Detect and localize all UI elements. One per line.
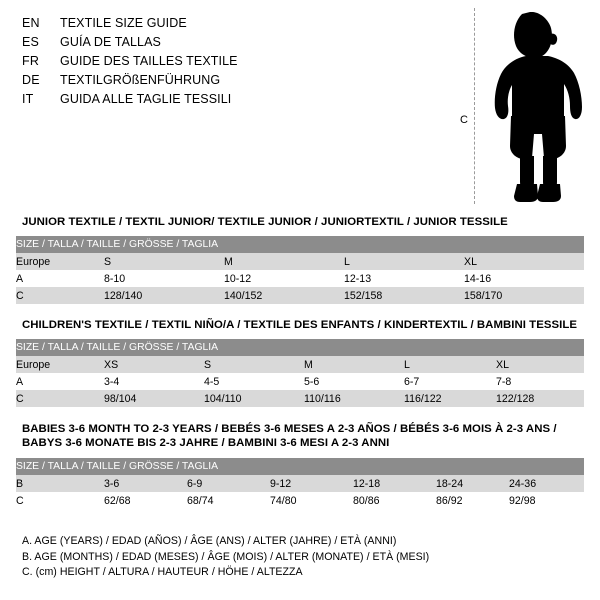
language-title: TEXTILGRÖßENFÜHRUNG (60, 73, 221, 87)
cell: 9-12 (270, 475, 353, 492)
language-title: GUIDE DES TAILLES TEXTILE (60, 54, 238, 68)
cell: 152/158 (344, 287, 464, 304)
section-title-children: CHILDREN'S TEXTILE / TEXTIL NIÑO/A / TEXTILE DES ENFANTS / KINDERTEXTIL / BAMBINI TESSILE (22, 319, 578, 331)
table-column-header: SIZE / TALLA / TAILLE / GRÖSSE / TAGLIA (16, 339, 584, 356)
footnote-c: C. (cm) HEIGHT / ALTURA / HAUTEUR / HÖHE / ALTEZZA (22, 566, 303, 578)
language-title: GUÍA DE TALLAS (60, 35, 161, 49)
table-row (16, 373, 584, 390)
row-label: C (16, 390, 104, 407)
table-column-header: SIZE / TALLA / TAILLE / GRÖSSE / TAGLIA (16, 458, 584, 475)
language-code: IT (22, 92, 34, 106)
table-head-row (16, 339, 584, 356)
row-label: Europe (16, 356, 104, 373)
footnote-b: B. AGE (MONTHS) / EDAD (MESES) / ÂGE (MOIS) / ALTER (MONATE) / ETÀ (MESI) (22, 550, 430, 563)
toddler-silhouette-icon (486, 12, 590, 202)
table-row (16, 475, 584, 492)
cell: 116/122 (404, 390, 496, 407)
cell: 12-13 (344, 270, 464, 287)
language-header-block (22, 14, 352, 109)
height-measure-line (474, 8, 475, 204)
cell: 110/116 (304, 390, 404, 407)
cell: 3-4 (104, 373, 204, 390)
cell: 158/170 (464, 287, 584, 304)
cell: 104/110 (204, 390, 304, 407)
cell: 140/152 (224, 287, 344, 304)
row-label: C (16, 287, 104, 304)
row-label: Europe (16, 253, 104, 270)
cell: 14-16 (464, 270, 584, 287)
table-row (16, 253, 584, 270)
section-title-babies-line1: BABIES 3-6 MONTH TO 2-3 YEARS / BEBÉS 3-6 MESES A 2-3 AÑOS / BÉBÉS 3-6 MOIS À 2-3 ANS / (22, 423, 557, 435)
cell: 12-18 (353, 475, 436, 492)
cell: 8-10 (104, 270, 224, 287)
cell: 6-9 (187, 475, 270, 492)
cell: 24-36 (509, 475, 584, 492)
table-row (16, 492, 584, 509)
language-title: TEXTILE SIZE GUIDE (60, 16, 187, 30)
cell: 6-7 (404, 373, 496, 390)
footnotes-block (22, 534, 582, 581)
section-title-babies-line2: BABYS 3-6 MONATE BIS 2-3 JAHRE / BAMBINI 3-6 MESI A 2-3 ANNI (22, 437, 390, 449)
language-row (22, 33, 352, 52)
table-junior (16, 236, 584, 304)
cell: M (224, 253, 344, 270)
table-column-header: SIZE / TALLA / TAILLE / GRÖSSE / TAGLIA (16, 236, 584, 253)
cell: M (304, 356, 404, 373)
footnote-a: A. AGE (YEARS) / EDAD (AÑOS) / ÂGE (ANS) / ALTER (JAHRE) / ETÀ (ANNI) (22, 535, 397, 547)
language-code: FR (22, 54, 40, 68)
table-head-row (16, 458, 584, 475)
section-title-junior: JUNIOR TEXTILE / TEXTIL JUNIOR/ TEXTILE JUNIOR / JUNIORTEXTIL / JUNIOR TESSILE (22, 216, 508, 228)
table-head-row (16, 236, 584, 253)
table-babies (16, 458, 584, 509)
measure-label-c: C (460, 114, 468, 126)
language-row (22, 14, 352, 33)
cell: L (344, 253, 464, 270)
cell: 18-24 (436, 475, 509, 492)
cell: 128/140 (104, 287, 224, 304)
table-row (16, 356, 584, 373)
table-row (16, 287, 584, 304)
row-label: A (16, 270, 104, 287)
cell: S (204, 356, 304, 373)
language-row (22, 52, 352, 71)
figure-area (450, 8, 590, 204)
language-code: ES (22, 35, 40, 49)
cell: XL (496, 356, 584, 373)
cell: 98/104 (104, 390, 204, 407)
cell: 7-8 (496, 373, 584, 390)
table-row (16, 390, 584, 407)
cell: 74/80 (270, 492, 353, 509)
language-title: GUIDA ALLE TAGLIE TESSILI (60, 92, 232, 106)
cell: 92/98 (509, 492, 584, 509)
cell: XL (464, 253, 584, 270)
cell: 68/74 (187, 492, 270, 509)
language-code: DE (22, 73, 40, 87)
cell: 3-6 (104, 475, 187, 492)
cell: 5-6 (304, 373, 404, 390)
cell: XS (104, 356, 204, 373)
cell: 4-5 (204, 373, 304, 390)
cell: 10-12 (224, 270, 344, 287)
cell: 86/92 (436, 492, 509, 509)
cell: 62/68 (104, 492, 187, 509)
row-label: A (16, 373, 104, 390)
table-row (16, 270, 584, 287)
language-row (22, 90, 352, 109)
language-code: EN (22, 16, 40, 30)
cell: 122/128 (496, 390, 584, 407)
cell: 80/86 (353, 492, 436, 509)
cell: L (404, 356, 496, 373)
row-label: B (16, 475, 104, 492)
row-label: C (16, 492, 104, 509)
cell: S (104, 253, 224, 270)
table-children (16, 339, 584, 407)
language-row (22, 71, 352, 90)
